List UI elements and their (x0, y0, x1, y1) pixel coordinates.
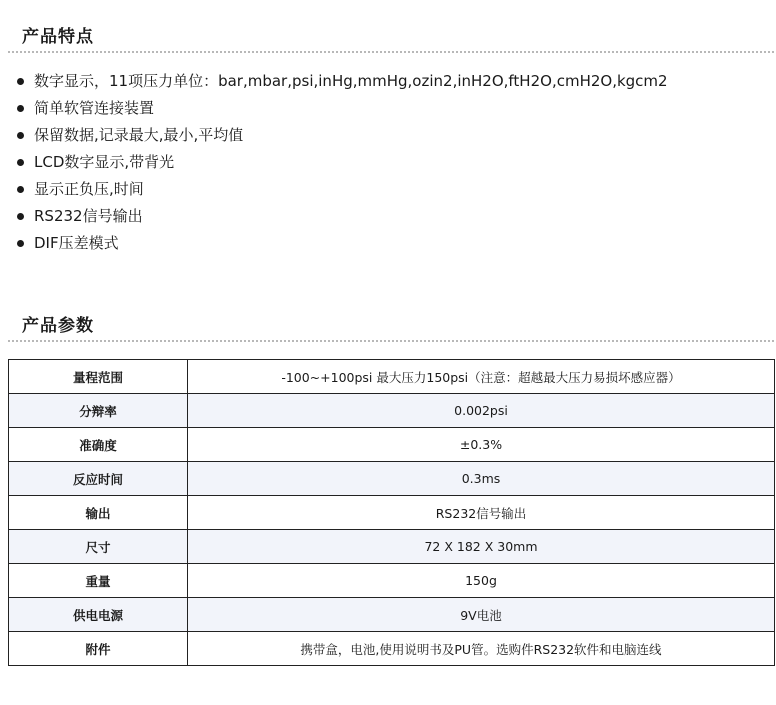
table-row (9, 394, 775, 428)
param-label: 尺寸 (9, 530, 188, 564)
feature-text: 保留数据,记录最大,最小,平均值 (34, 126, 244, 144)
feature-text: DIF压差模式 (34, 234, 119, 252)
feature-text: LCD数字显示,带背光 (34, 153, 175, 171)
param-value: -100~+100psi 最大压力150psi（注意：超越最大压力易损坏感应器） (188, 360, 775, 394)
bullet-icon (17, 213, 24, 220)
table-row (9, 530, 775, 564)
bullet-icon (17, 78, 24, 85)
param-label: 准确度 (9, 428, 188, 462)
table-row (9, 564, 775, 598)
bullet-icon (17, 186, 24, 193)
feature-text: 显示正负压,时间 (34, 180, 144, 198)
feature-item (14, 230, 668, 257)
features-title: 产品特点 (22, 27, 94, 47)
param-value: 0.002psi (188, 394, 775, 428)
table-row (9, 360, 775, 394)
params-divider (8, 340, 774, 342)
features-list (14, 68, 668, 257)
table-row (9, 428, 775, 462)
bullet-icon (17, 240, 24, 247)
table-row (9, 496, 775, 530)
feature-item (14, 68, 668, 95)
feature-item (14, 122, 668, 149)
params-table (8, 359, 775, 666)
param-value: ±0.3% (188, 428, 775, 462)
params-title: 产品参数 (22, 316, 94, 336)
bullet-icon (17, 159, 24, 166)
param-value: 72 X 182 X 30mm (188, 530, 775, 564)
param-label: 反应时间 (9, 462, 188, 496)
bullet-icon (17, 105, 24, 112)
feature-item (14, 95, 668, 122)
table-row (9, 598, 775, 632)
feature-item (14, 203, 668, 230)
param-value: 150g (188, 564, 775, 598)
feature-text: 简单软管连接装置 (34, 99, 155, 117)
param-label: 分辩率 (9, 394, 188, 428)
param-label: 量程范围 (9, 360, 188, 394)
param-label: 附件 (9, 632, 188, 666)
bullet-icon (17, 132, 24, 139)
param-value: 携带盒，电池,使用说明书及PU管。选购件RS232软件和电脑连线 (188, 632, 775, 666)
table-row (9, 462, 775, 496)
param-label: 输出 (9, 496, 188, 530)
param-value: 9V电池 (188, 598, 775, 632)
feature-text: RS232信号输出 (34, 207, 143, 225)
feature-item (14, 176, 668, 203)
feature-item (14, 149, 668, 176)
features-divider (8, 51, 774, 53)
param-label: 重量 (9, 564, 188, 598)
param-value: RS232信号输出 (188, 496, 775, 530)
param-value: 0.3ms (188, 462, 775, 496)
feature-text: 数字显示，11项压力单位：bar,mbar,psi,inHg,mmHg,ozin2,inH2O,ftH2O,cmH2O,kgcm2 (34, 72, 668, 90)
table-row (9, 632, 775, 666)
param-label: 供电电源 (9, 598, 188, 632)
